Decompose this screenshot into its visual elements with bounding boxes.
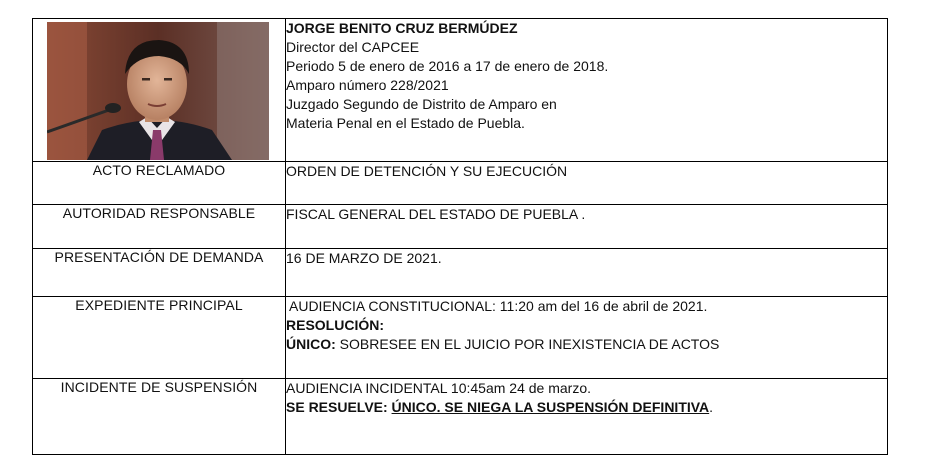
row-label: EXPEDIENTE PRINCIPAL — [33, 297, 286, 379]
row-value — [286, 297, 888, 379]
profile-line: Materia Penal en el Estado de Puebla. — [286, 115, 525, 131]
row-label: AUTORIDAD RESPONSABLE — [33, 205, 286, 249]
unico-label: ÚNICO: — [286, 336, 336, 352]
row-label: INCIDENTE DE SUSPENSIÓN — [33, 379, 286, 455]
table-row — [33, 379, 888, 455]
resuelve-line — [286, 398, 887, 417]
table-row — [33, 205, 888, 249]
table-row — [33, 162, 888, 205]
resuelve-label: SE RESUELVE: — [286, 399, 392, 415]
unico-line — [286, 335, 887, 354]
row-value: FISCAL GENERAL DEL ESTADO DE PUEBLA . — [286, 205, 888, 249]
profile-row — [33, 19, 888, 162]
photo-cell — [33, 19, 286, 162]
profile-details — [286, 19, 888, 162]
row-value: 16 DE MARZO DE 2021. — [286, 249, 888, 297]
unico-text: SOBRESEE EN EL JUICIO POR INEXISTENCIA DE ACTOS — [335, 336, 720, 352]
resuelve-text: ÚNICO. SE NIEGA LA SUSPENSIÓN DEFINITIVA — [391, 399, 710, 415]
resolucion-label: RESOLUCIÓN: — [286, 317, 384, 333]
profile-line: Periodo 5 de enero de 2016 a 17 de enero de 2018. — [286, 58, 609, 74]
row-label: ACTO RECLAMADO — [33, 162, 286, 205]
profile-line: Juzgado Segundo de Distrito de Amparo en — [286, 96, 557, 112]
table-row — [33, 249, 888, 297]
profile-line: Amparo número 228/2021 — [286, 77, 449, 93]
row-label: PRESENTACIÓN DE DEMANDA — [33, 249, 286, 297]
row-value: ORDEN DE DETENCIÓN Y SU EJECUCIÓN — [286, 162, 888, 205]
portrait-photo — [47, 22, 269, 160]
resuelve-end: . — [709, 399, 714, 415]
audiencia-text: AUDIENCIA CONSTITUCIONAL: 11:20 am del 16 de abril de 2021. — [289, 298, 708, 314]
case-table — [32, 18, 888, 455]
table-row — [33, 297, 888, 379]
audiencia-text: AUDIENCIA INCIDENTAL 10:45am 24 de marzo. — [286, 380, 591, 396]
row-value — [286, 379, 888, 455]
person-name: JORGE BENITO CRUZ BERMÚDEZ — [286, 20, 518, 36]
profile-line: Director del CAPCEE — [286, 39, 420, 55]
